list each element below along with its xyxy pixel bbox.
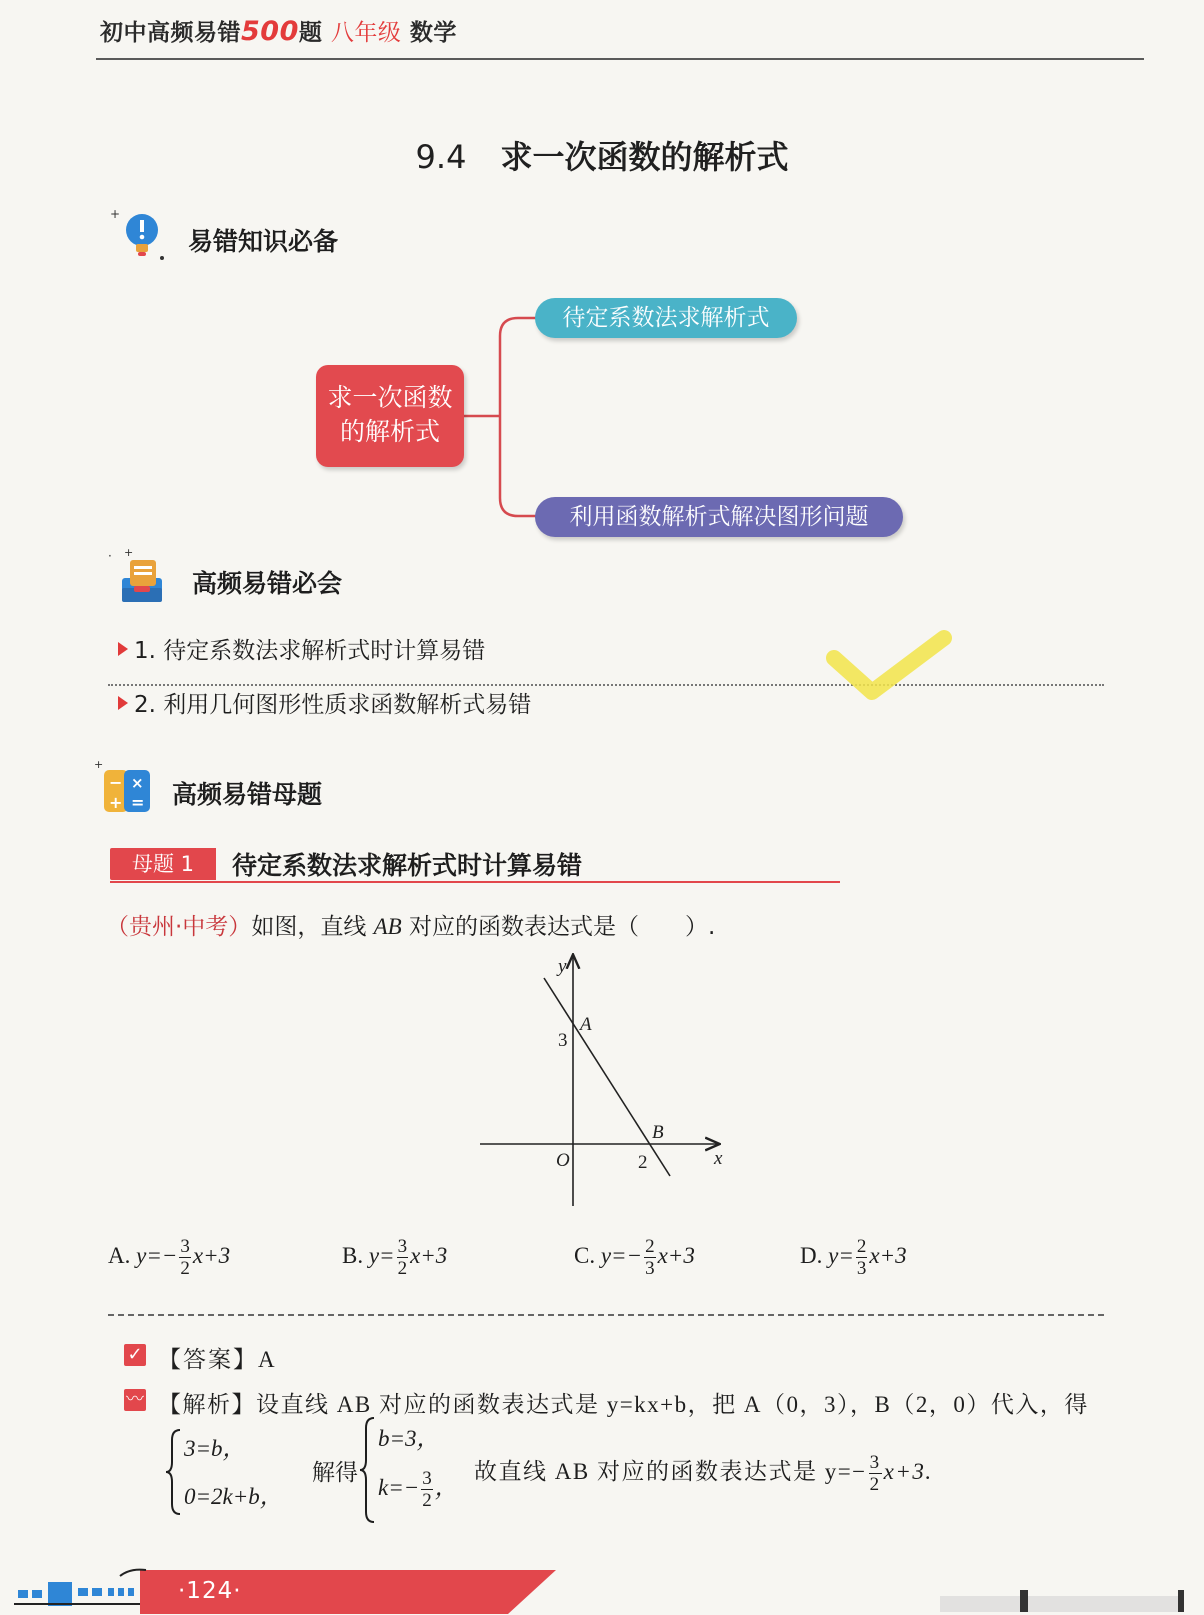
conclusion-tail: x+3. [883, 1458, 933, 1484]
point-b-label: B [652, 1122, 664, 1143]
fraction-numerator: 3 [869, 1452, 881, 1473]
mindmap-connector [460, 300, 540, 540]
tick-2: 2 [638, 1152, 648, 1173]
svg-text:×: × [131, 774, 144, 792]
fraction-numerator: 2 [856, 1236, 867, 1257]
system1-eq1: 3=b， [184, 1436, 246, 1461]
answer [158, 1341, 277, 1374]
dashed-divider [108, 1314, 1104, 1316]
solve-word: 解得 [312, 1460, 358, 1485]
question-stem [106, 908, 715, 941]
function-graph [480, 950, 730, 1210]
fraction-numerator: 2 [645, 1236, 655, 1257]
option-a[interactable] [108, 1236, 230, 1279]
y-axis-label: y [558, 956, 567, 977]
header-title-suffix: 题 [298, 20, 323, 46]
option-letter: D. [800, 1242, 823, 1268]
option-rhs: x+3 [869, 1242, 907, 1268]
knowledge-heading: 易错知识必备 [188, 227, 339, 256]
fraction-numerator: 3 [180, 1236, 190, 1257]
fraction-denominator: 2 [422, 1490, 432, 1511]
system2-eq2-lhs: k=− [378, 1474, 420, 1500]
analysis [158, 1386, 1089, 1419]
option-c[interactable] [574, 1236, 695, 1279]
analysis-text: 设直线 AB 对应的函数表达式是 y=kx+b，把 A（0，3），B（2，0）代入，得 [256, 1392, 1089, 1417]
option-lhs: y=− [600, 1242, 643, 1268]
mindmap-root-line1: 求一次函数 [327, 383, 453, 412]
option-letter: A. [108, 1242, 131, 1268]
question-text: 如图，直线 [251, 914, 367, 940]
header-number: 500 [241, 16, 299, 47]
svg-text:·: · [108, 549, 112, 563]
fraction-denominator: 3 [645, 1258, 655, 1279]
section-title [0, 132, 1204, 178]
must-know-item-text: 2. 利用几何图形性质求函数解析式易错 [134, 692, 532, 718]
option-d[interactable] [800, 1236, 907, 1279]
fraction-numerator: 3 [397, 1236, 408, 1257]
svg-text:+: + [94, 758, 104, 771]
section-number: 9.4 [415, 138, 467, 176]
triangle-bullet-icon [118, 696, 128, 710]
checkmark-icon [820, 630, 960, 720]
x-axis-label: x [714, 1148, 723, 1169]
analysis-label: 【解析】 [158, 1392, 256, 1417]
option-rhs: x+3 [410, 1242, 448, 1268]
system2-eq1: b=3， [378, 1426, 440, 1451]
system1-eq2: 0=2k+b， [184, 1484, 283, 1509]
fraction-denominator: 2 [869, 1474, 881, 1495]
analysis-graph-icon: 〰 [126, 1389, 144, 1410]
svg-text:+: + [124, 548, 134, 559]
header-rule [96, 58, 1144, 60]
mindmap-root-line2: 的解析式 [339, 417, 440, 446]
option-letter: B. [342, 1242, 364, 1268]
must-know-heading: 高频易错必会 [192, 569, 343, 598]
page-number: ·124· [178, 1578, 242, 1604]
question-line-name: AB [373, 914, 402, 939]
option-lhs: y= [828, 1242, 854, 1268]
must-know-item-1 [118, 632, 485, 665]
option-b[interactable] [342, 1236, 447, 1279]
option-letter: C. [574, 1242, 596, 1268]
mindmap-branch-undetermined-coefficients: 待定系数法求解析式 [535, 298, 797, 338]
svg-text:+: + [109, 793, 123, 812]
conclusion [474, 1452, 933, 1495]
answer-value: A [258, 1347, 277, 1372]
header-subject: 数学 [409, 20, 457, 46]
lightbulb-icon [108, 208, 168, 264]
inbox-icon [108, 548, 170, 606]
running-header [100, 14, 457, 47]
system2-eq2 [378, 1468, 458, 1511]
svg-text:=: = [131, 793, 145, 812]
must-know-item-text: 1. 待定系数法求解析式时计算易错 [134, 638, 486, 664]
fraction-denominator: 2 [180, 1258, 190, 1279]
svg-text:+: + [110, 208, 121, 221]
mindmap-branch-geometry-problems: 利用函数解析式解决图形问题 [535, 497, 903, 537]
option-rhs: x+3 [657, 1242, 695, 1268]
mother-problem-title: 待定系数法求解析式时计算易错 [232, 851, 583, 880]
tick-3: 3 [558, 1030, 568, 1051]
answer-check-icon: ✓ [124, 1344, 146, 1366]
origin-label: O [556, 1150, 570, 1171]
point-a-label: A [580, 1014, 592, 1035]
calculator-icon [94, 758, 158, 818]
option-lhs: y=− [136, 1242, 178, 1268]
svg-text:−: − [109, 773, 123, 792]
conclusion-text: 故直线 AB 对应的函数表达式是 y=− [474, 1458, 867, 1484]
mindmap-root [316, 365, 464, 467]
fraction-denominator: 2 [397, 1258, 408, 1279]
system2-eq2-tail: ， [434, 1474, 458, 1500]
must-know-item-2 [118, 686, 531, 719]
left-brace [164, 1426, 184, 1518]
fraction-denominator: 3 [856, 1258, 867, 1279]
header-title: 初中高频易错 [100, 20, 241, 46]
line-ab [544, 978, 670, 1176]
option-lhs: y= [368, 1242, 395, 1268]
question-source: （贵州·中考） [106, 914, 252, 940]
answer-label: 【答案】 [158, 1347, 258, 1372]
mother-problem-rule [110, 881, 840, 883]
header-grade: 八年级 [330, 20, 402, 46]
section-title-text: 求一次函数的解析式 [500, 138, 789, 176]
question-text-end: 对应的函数表达式是（ ）. [409, 914, 716, 940]
triangle-bullet-icon [118, 642, 128, 656]
mother-problem-heading: 高频易错母题 [172, 780, 323, 809]
mother-problem-badge: 母题 1 [110, 848, 216, 880]
fraction-numerator: 3 [422, 1468, 432, 1489]
option-rhs: x+3 [192, 1242, 231, 1268]
left-brace [358, 1414, 378, 1526]
